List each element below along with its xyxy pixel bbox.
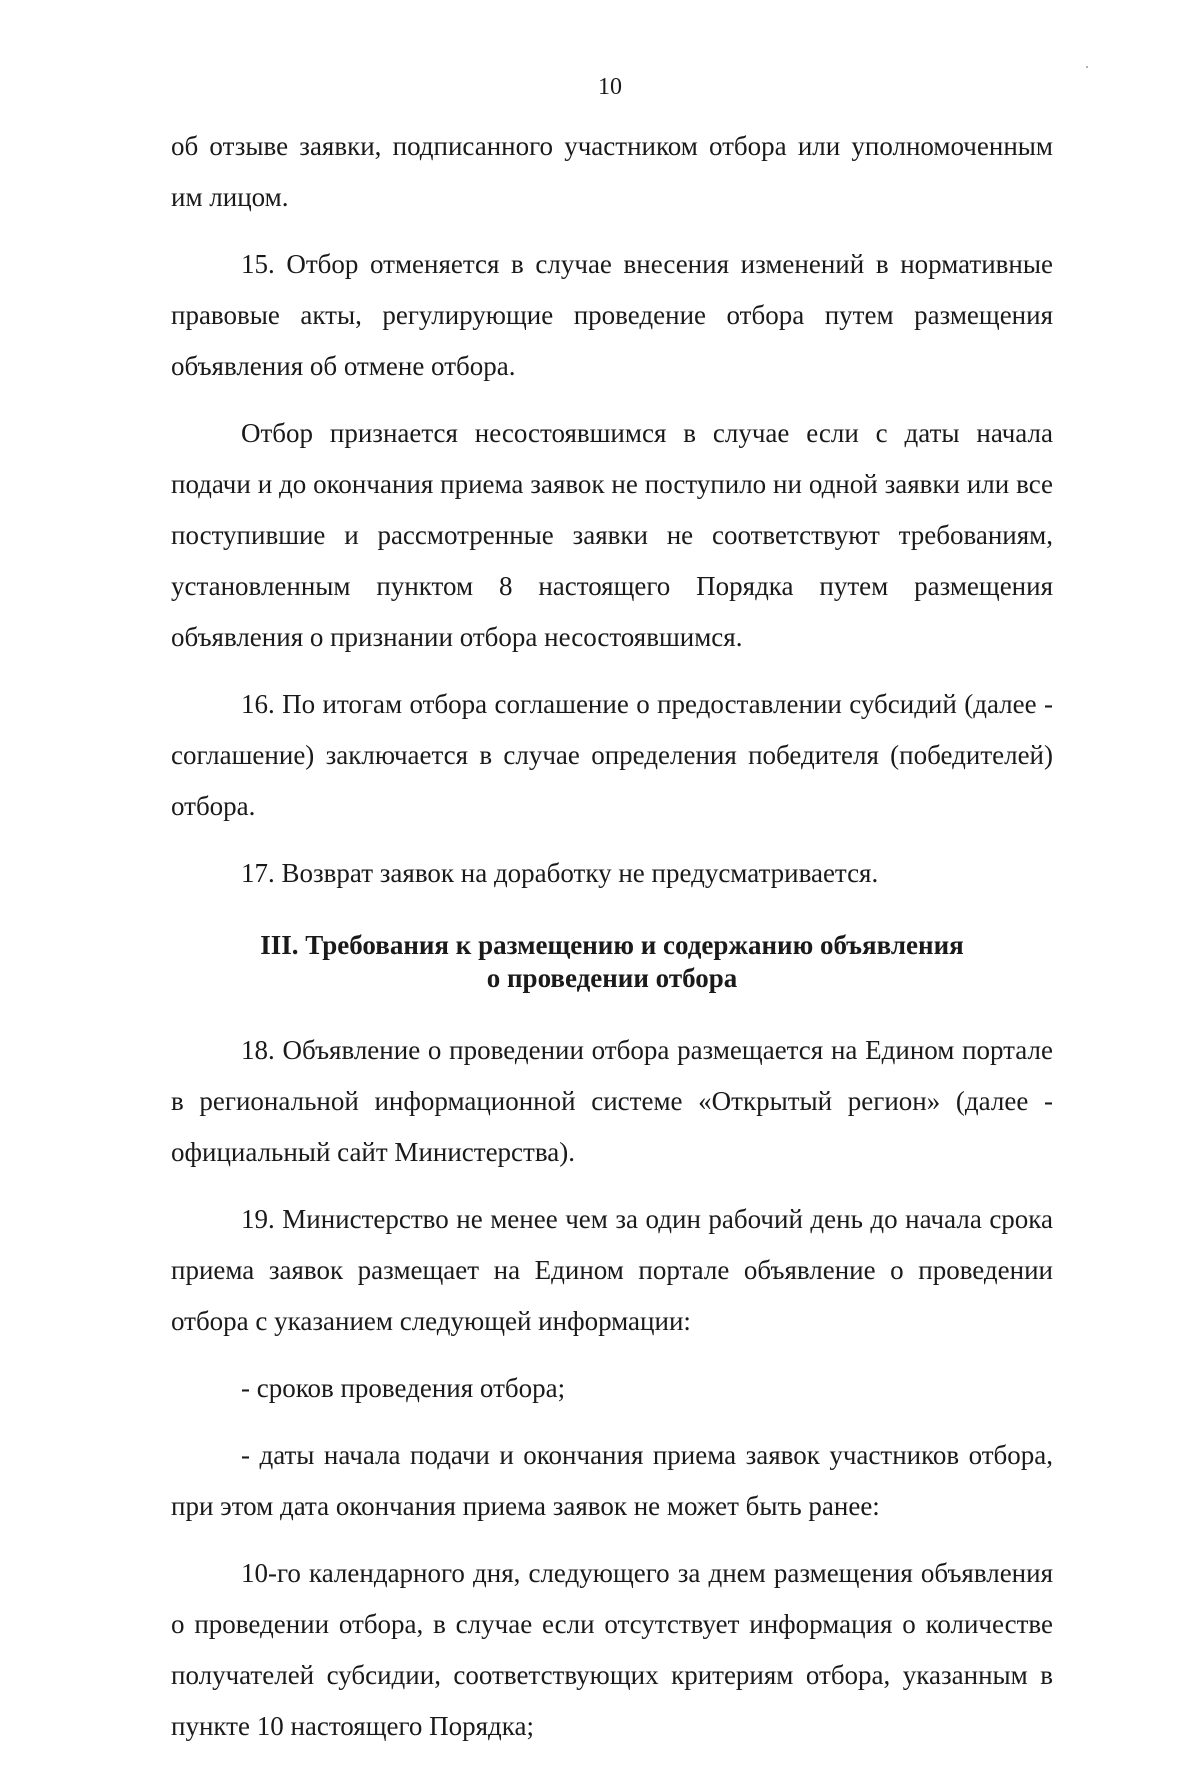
scan-speck [1086,66,1088,68]
section-heading-line-1: III. Требования к размещению и содержанию объявления [260,930,964,960]
list-item-terms: - сроков проведения отбора; [241,1373,566,1403]
paragraph-item-17: 17. Возврат заявок на доработку не предусматривается. [241,858,879,888]
page-number: 10 [598,74,622,100]
paragraph-item-15: 15. Отбор отменяется в случае внесения изменений в нормативные правовые акты, регулирующие проведение отбора путем размещения объявления об отмене отбора. [171,249,1053,381]
section-heading [171,929,1053,995]
paragraph-continuation: об отзыве заявки, подписанного участником отбора или уполномоченным им лицом. [171,131,1053,212]
paragraph-item-16: 16. По итогам отбора соглашение о предоставлении субсидий (далее - соглашение) заключается в случае определения победителя (победителей) отбора. [171,689,1053,821]
paragraph-item-19: 19. Министерство не менее чем за один рабочий день до начала срока приема заявок размещает на Едином портале объявление о проведении отбора с указанием следующей информации: [171,1204,1053,1336]
list-item-dates: - даты начала подачи и окончания приема заявок участников отбора, при этом дата окончания приема заявок не может быть ранее: [171,1440,1053,1521]
paragraph-item-18: 18. Объявление о проведении отбора размещается на Едином портале в региональной информационной системе «Открытый регион» (далее - официальный сайт Министерства). [171,1035,1053,1167]
paragraph-not-held: Отбор признается несостоявшимся в случае если с даты начала подачи и до окончания приема заявок не поступило ни одной заявки или все поступившие и рассмотренные заявки не соответствуют требованиям, установленным пунктом 8 настоящего Порядка путем размещения объявления о признании отбора несостоявшимся. [171,418,1053,652]
paragraph-10th-day: 10-го календарного дня, следующего за днем размещения объявления о проведении отбора, в случае если отсутствует информация о количестве получателей субсидии, соответствующих критериям отбора, указанным в пункте 10 настоящего Порядка; [171,1558,1053,1741]
section-heading-line-2: о проведении отбора [486,963,738,993]
document-body [171,121,1053,1768]
